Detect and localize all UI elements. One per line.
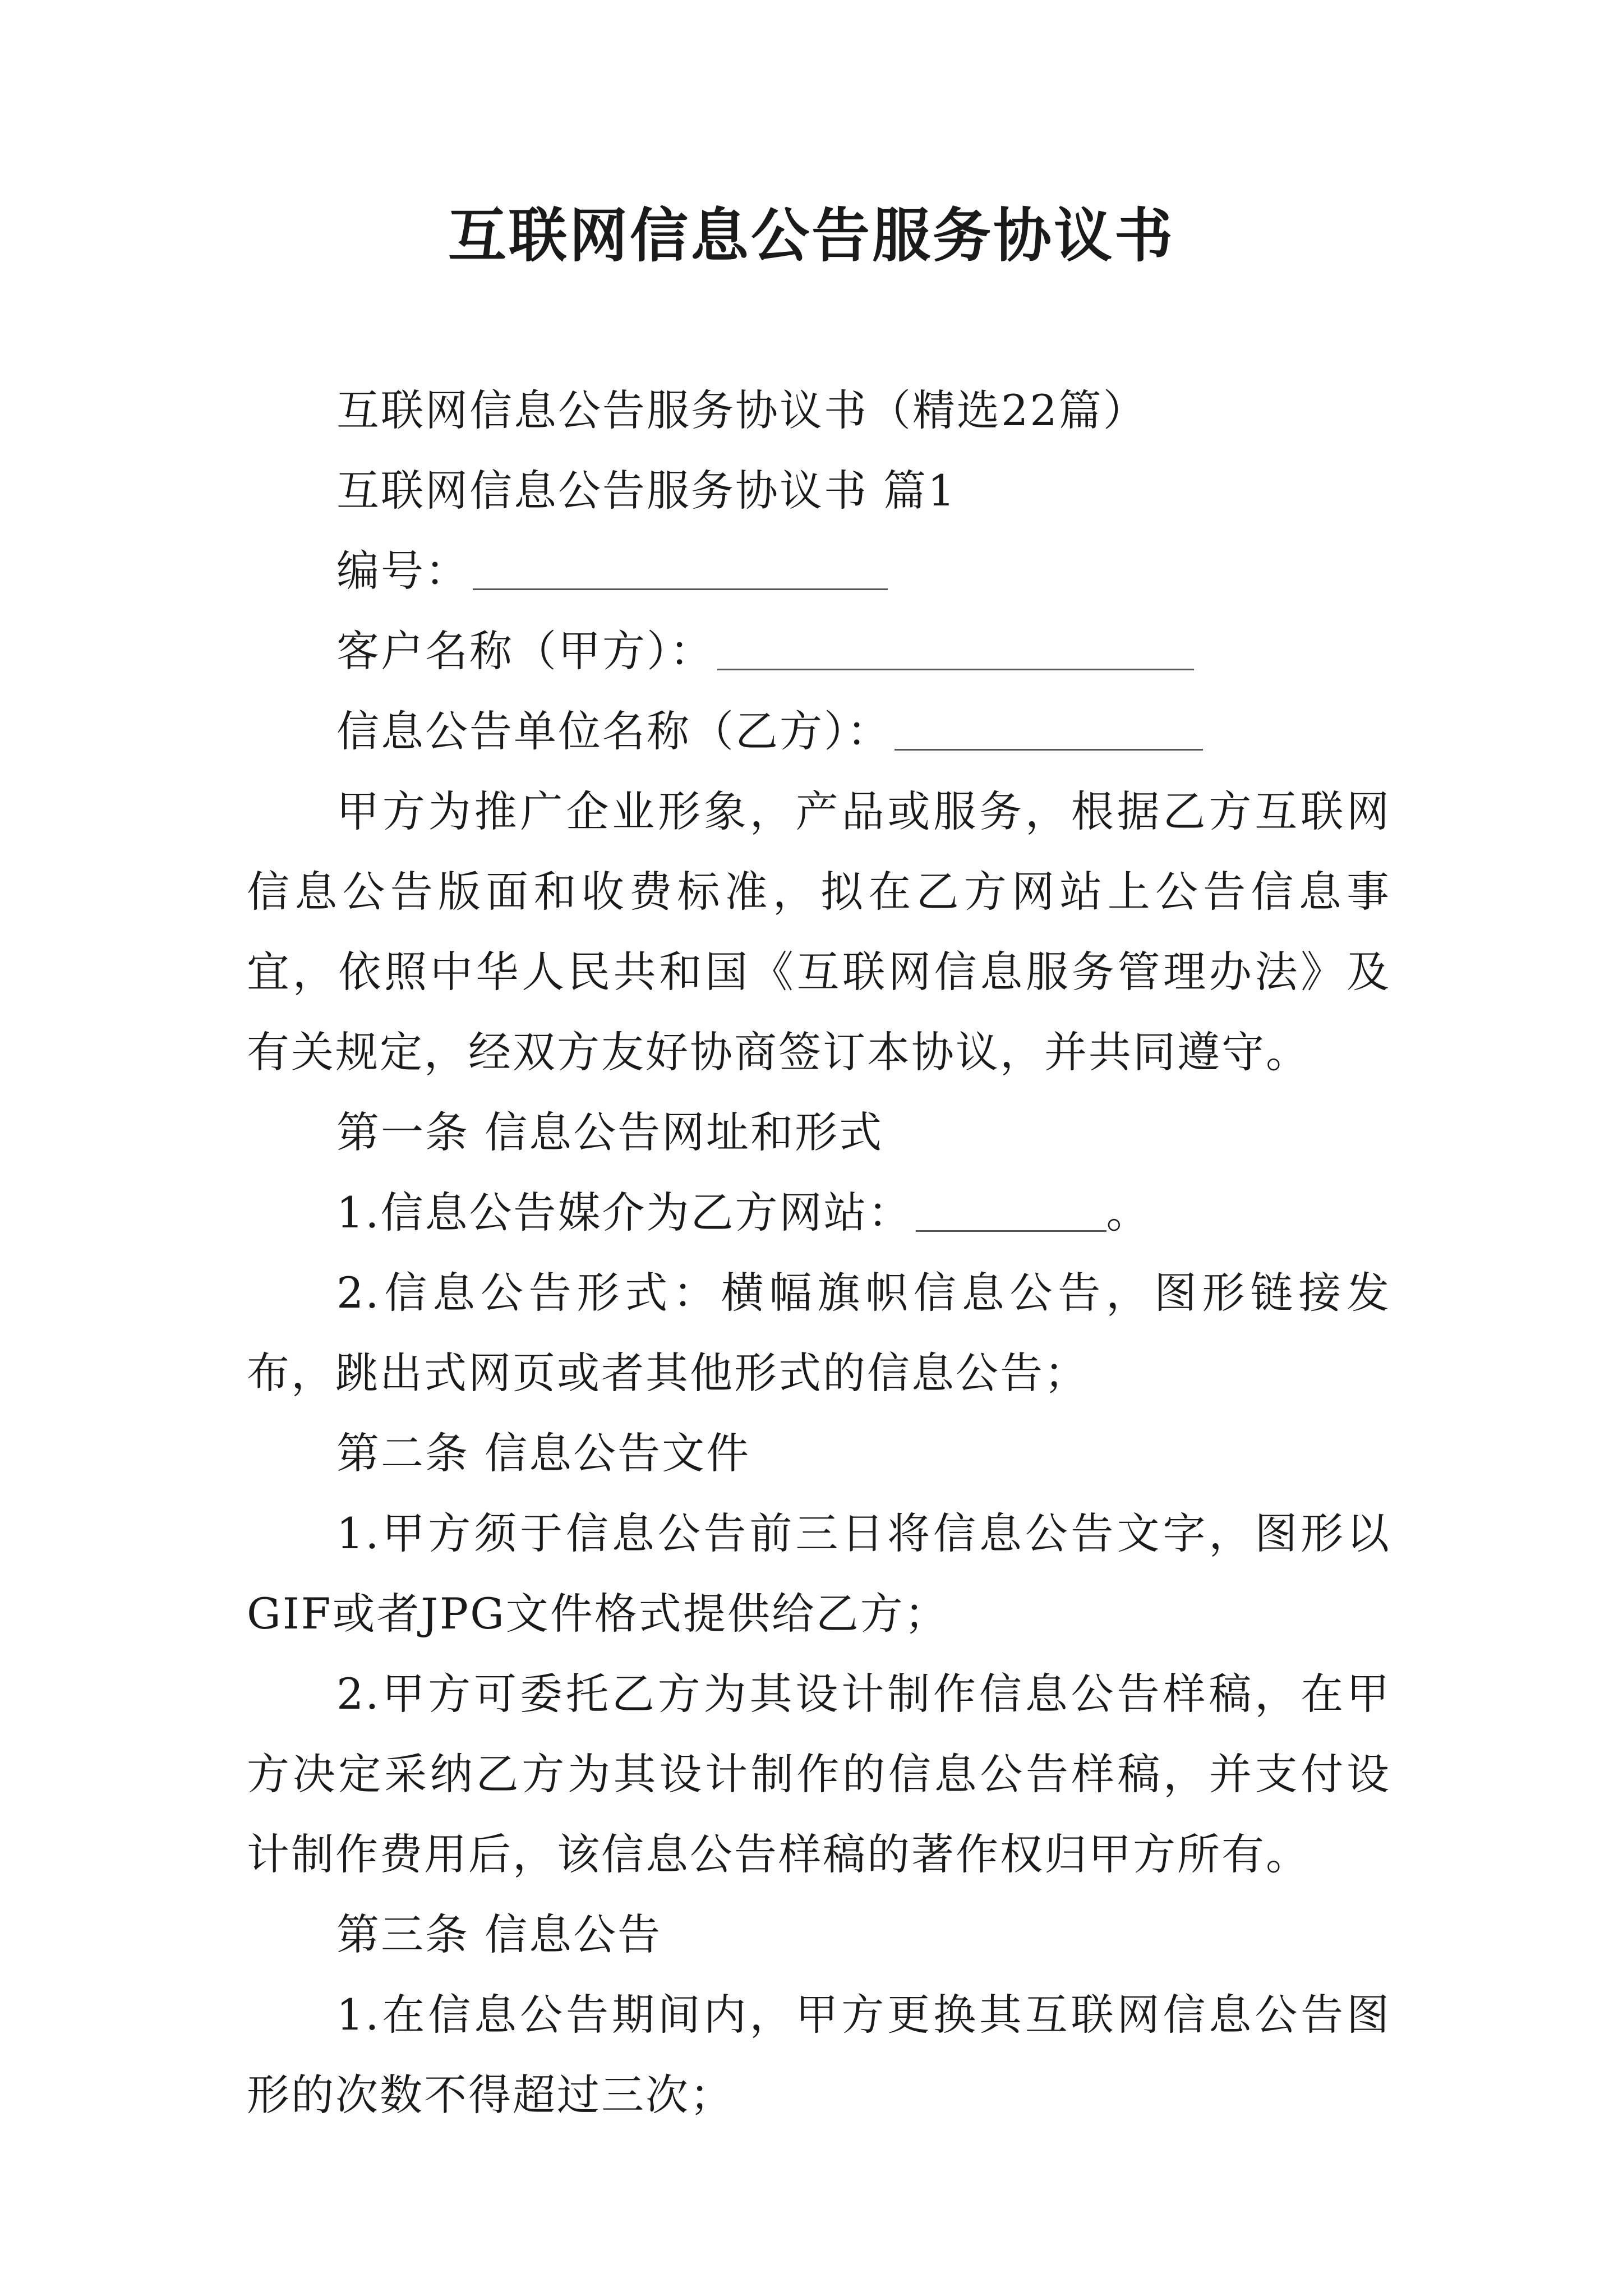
- article1-item1-end: 。: [1106, 1188, 1151, 1237]
- article3-item1: 1.在信息公告期间内，甲方更换其互联网信息公告图形的次数不得超过三次；: [247, 1990, 1391, 2120]
- publisher-field: [247, 691, 1391, 771]
- article2-item1: 1.甲方须于信息公告前三日将信息公告文字，图形以GIF或者JPG文件格式提供给乙方；: [247, 1508, 1391, 1639]
- number-blank-line: [473, 549, 888, 590]
- document-subtitle: 互联网信息公告服务协议书（精选22篇）: [336, 385, 1147, 435]
- intro-paragraph: 甲方为推广企业形象，产品或服务，根据乙方互联网信息公告版面和收费标准，拟在乙方网站上公告信息事宜，依照中华人民共和国《互联网信息服务管理办法》及有关规定，经双方友好协商签订本协议，并共同遵守。: [247, 786, 1391, 1077]
- article3-heading: 第三条 信息公告: [336, 1910, 662, 1959]
- section-heading: 互联网信息公告服务协议书 篇1: [336, 466, 957, 516]
- client-field: [247, 611, 1391, 691]
- article1-item1-text: 1.信息公告媒介为乙方网站：: [336, 1188, 912, 1237]
- document-body: [247, 370, 1391, 2135]
- client-blank-line: [717, 629, 1194, 670]
- article2-heading: 第二条 信息公告文件: [336, 1428, 751, 1478]
- publisher-label: 信息公告单位名称（乙方）：: [336, 706, 891, 756]
- article2-item2: 2.甲方可委托乙方为其设计制作信息公告样稿，在甲方决定采纳乙方为其设计制作的信息公告样稿，并支付设计制作费用后，该信息公告样稿的著作权归甲方所有。: [247, 1669, 1391, 1879]
- publisher-blank-line: [895, 710, 1203, 751]
- document-title: 互联网信息公告服务协议书: [448, 201, 1175, 270]
- number-field: [247, 531, 1391, 611]
- website-blank-line: [916, 1191, 1106, 1232]
- article1-heading: 第一条 信息公告网址和形式: [336, 1107, 884, 1157]
- article1-item2: 2.信息公告形式：横幅旗帜信息公告，图形链接发布，跳出式网页或者其他形式的信息公告；: [247, 1268, 1391, 1398]
- number-label: 编号：: [336, 546, 469, 596]
- client-label: 客户名称（甲方）：: [336, 626, 714, 676]
- article1-item1: [247, 1172, 1391, 1253]
